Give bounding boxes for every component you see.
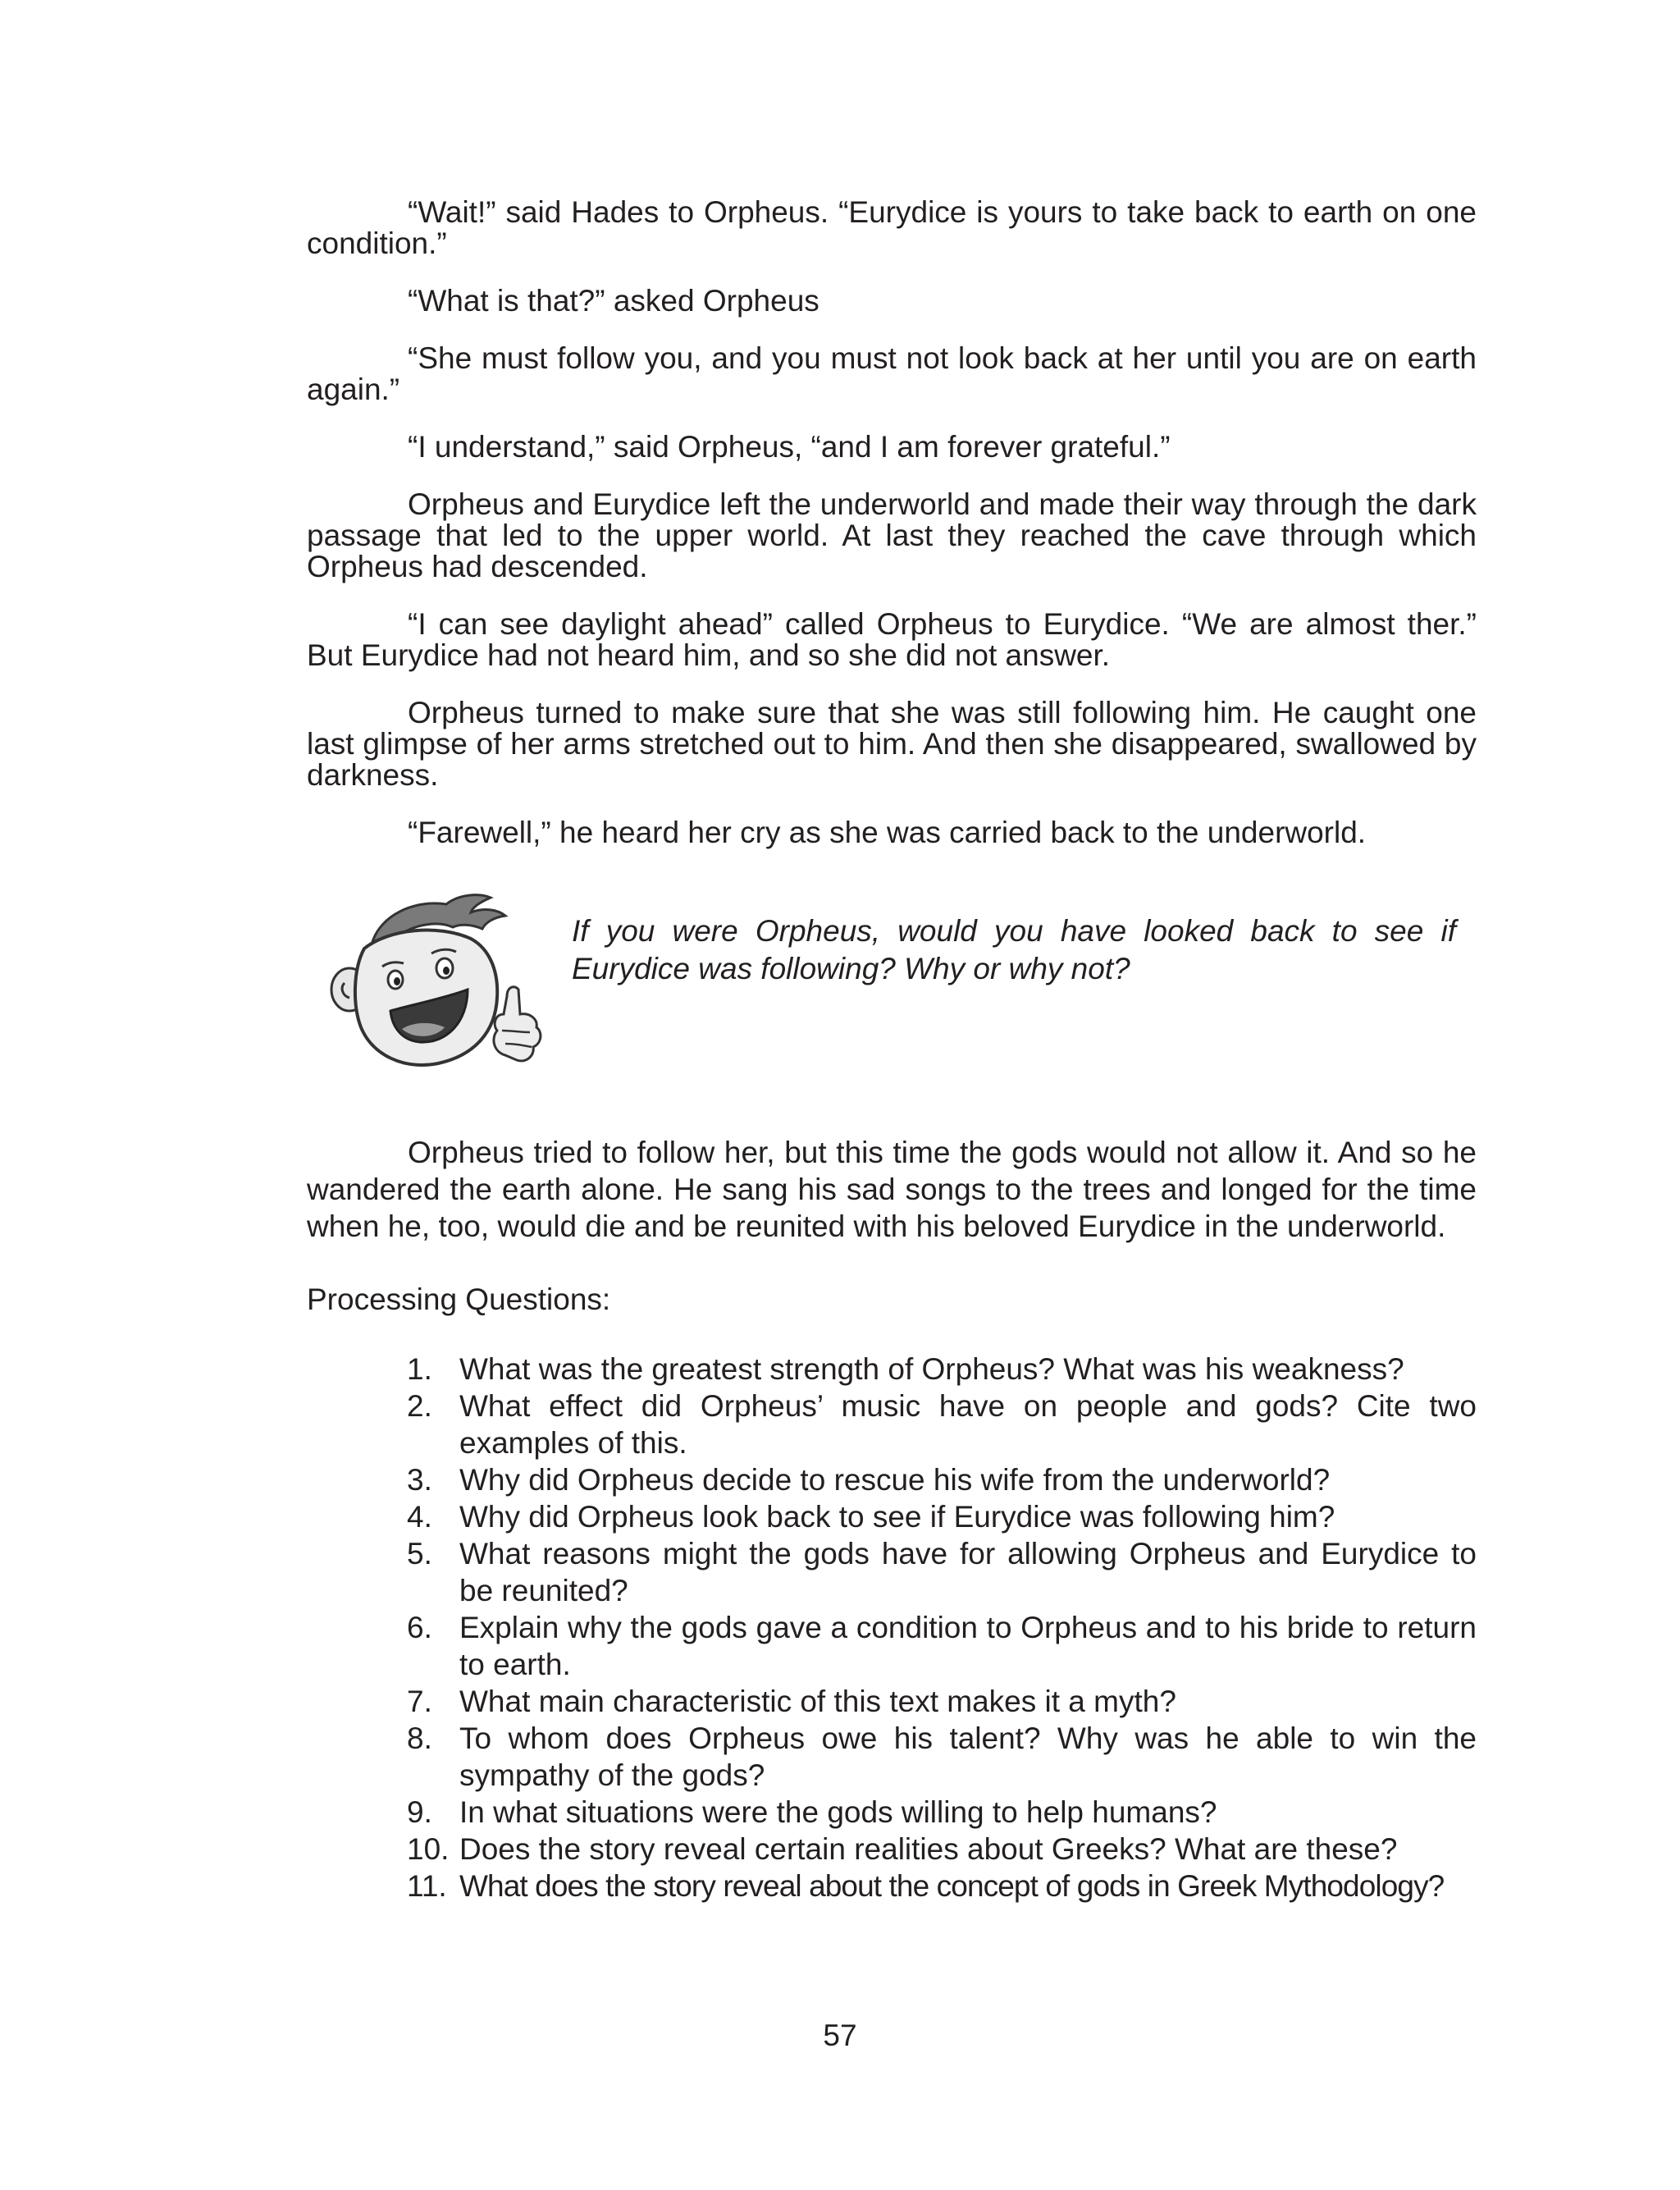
- list-item: [407, 1683, 1477, 1720]
- paragraph-text: Orpheus turned to make sure that she was still following him. He caught one last glimpse of her arms stretched out to him. And then she disappeared, swallowed by darkness.: [307, 696, 1477, 792]
- paragraph-text: “I can see daylight ahead” called Orpheus to Eurydice. “We are almost ther.” But Eurydice had not heard him, and so she did not answer.: [307, 607, 1477, 672]
- story-paragraph: [307, 609, 1477, 671]
- story-paragraph: [307, 432, 1477, 463]
- paragraph-text: “Farewell,” he heard her cry as she was carried back to the underworld.: [408, 816, 1367, 849]
- list-item: [407, 1535, 1477, 1609]
- paragraph-text: “What is that?” asked Orpheus: [408, 284, 819, 318]
- item-text: What reasons might the gods have for allowing Orpheus and Eurydice to be reunited?: [459, 1537, 1477, 1607]
- list-item: [407, 1461, 1477, 1498]
- paragraph-text: “Wait!” said Hades to Orpheus. “Eurydice is yours to take back to earth on one condition.”: [307, 195, 1477, 260]
- closing-paragraph: [307, 1134, 1477, 1245]
- item-text: Why did Orpheus look back to see if Eurydice was following him?: [459, 1500, 1335, 1534]
- list-item: [407, 1868, 1477, 1904]
- item-number: 8.: [407, 1721, 432, 1755]
- item-number: 11.: [407, 1869, 447, 1903]
- reflection-question: If you were Orpheus, would you have looked back to see if Eurydice was following? Why or why not?: [572, 914, 1456, 985]
- item-number: 7.: [407, 1685, 432, 1718]
- item-number: 4.: [407, 1500, 432, 1534]
- list-item: [407, 1351, 1477, 1388]
- item-number: 6.: [407, 1611, 432, 1644]
- item-text: What main characteristic of this text makes it a myth?: [459, 1685, 1176, 1718]
- list-item: [407, 1498, 1477, 1535]
- item-number: 10.: [407, 1832, 450, 1866]
- story-paragraph: [307, 697, 1477, 791]
- story-paragraph: [307, 197, 1477, 259]
- story-paragraph: [307, 489, 1477, 583]
- item-text: What does the story reveal about the concept of gods in Greek Mythodology?: [459, 1869, 1445, 1903]
- story-paragraph: [307, 343, 1477, 405]
- paragraph-text: Orpheus tried to follow her, but this time the gods would not allow it. And so he wandered the earth alone. He sang his sad songs to the trees and longed for the time when he, too, would die and be reunited with his beloved Eurydice in the underworld.: [307, 1136, 1477, 1243]
- item-text: What was the greatest strength of Orpheus? What was his weakness?: [459, 1352, 1404, 1386]
- item-text: Why did Orpheus decide to rescue his wife from the underworld?: [459, 1463, 1331, 1497]
- list-item: [407, 1388, 1477, 1461]
- story-paragraph: [307, 286, 1477, 317]
- story-paragraph: [307, 817, 1477, 848]
- list-item: [407, 1831, 1477, 1868]
- item-text: What effect did Orpheus’ music have on people and gods? Cite two examples of this.: [459, 1389, 1477, 1460]
- item-text: To whom does Orpheus owe his talent? Why was he able to win the sympathy of the gods?: [459, 1721, 1477, 1792]
- story-section: [307, 197, 1477, 848]
- paragraph-text: “She must follow you, and you must not look back at her until you are on earth again.”: [307, 341, 1477, 406]
- item-number: 9.: [407, 1795, 432, 1829]
- item-text: In what situations were the gods willing to help humans?: [459, 1795, 1217, 1829]
- document-page: [307, 197, 1477, 1904]
- processing-questions-list: [407, 1351, 1477, 1904]
- cartoon-boy-pointing-icon: [315, 891, 561, 1080]
- item-number: 3.: [407, 1463, 432, 1497]
- list-item: [407, 1794, 1477, 1831]
- item-number: 2.: [407, 1389, 432, 1423]
- list-item: [407, 1609, 1477, 1683]
- item-text: Explain why the gods gave a condition to Orpheus and to his bride to return to earth.: [459, 1611, 1477, 1681]
- paragraph-text: Orpheus and Eurydice left the underworld and made their way through the dark passage that led to the upper world. At last they reached the cave through which Orpheus had descended.: [307, 487, 1477, 583]
- think-callout: [307, 891, 1477, 1104]
- item-text: Does the story reveal certain realities about Greeks? What are these?: [459, 1832, 1398, 1866]
- list-item: [407, 1720, 1477, 1794]
- paragraph-text: “I understand,” said Orpheus, “and I am forever grateful.”: [408, 430, 1171, 464]
- item-number: 1.: [407, 1352, 432, 1386]
- page-number: 57: [823, 2019, 857, 2052]
- processing-questions-heading: Processing Questions:: [307, 1282, 611, 1316]
- item-number: 5.: [407, 1537, 432, 1570]
